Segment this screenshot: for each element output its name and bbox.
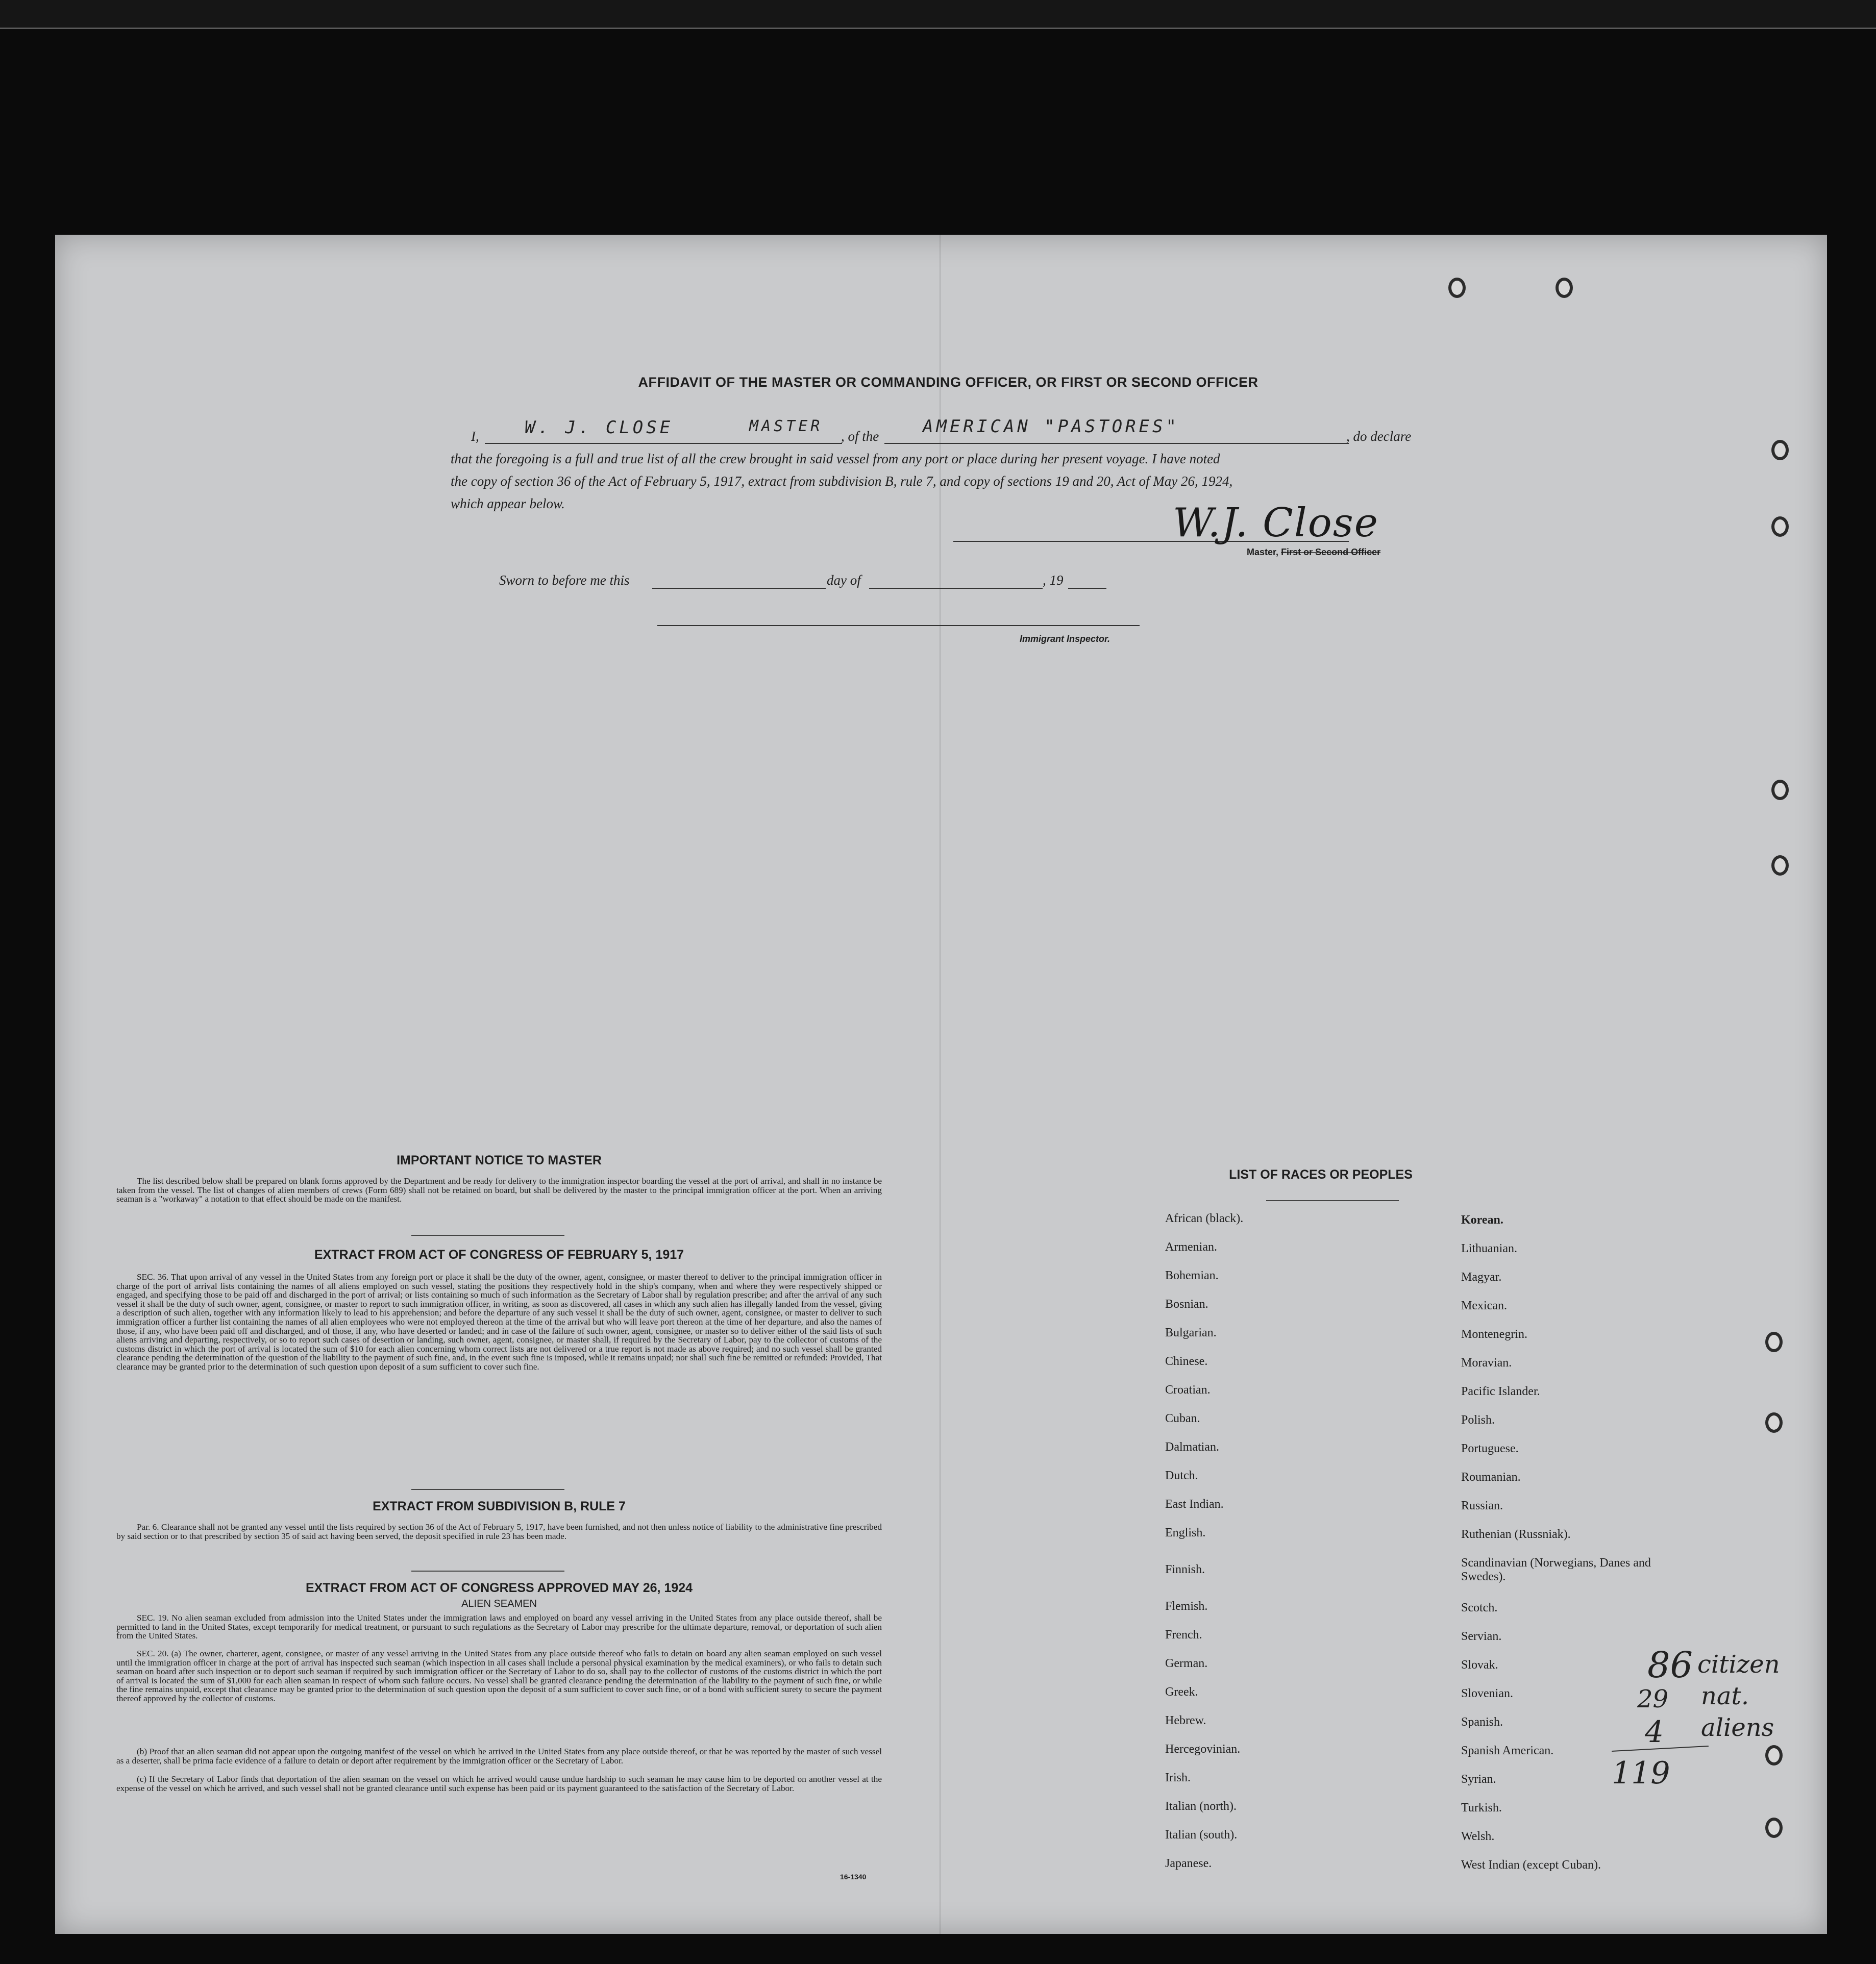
race-col1-item: Dalmatian.: [1165, 1440, 1219, 1454]
notice-body: The list described below shall be prepared on blank forms approved by the Department and be ready for delivery to the immigration inspector boarding the vessel at the port of arrival, and shall in no instance be taken from the vessel. The list of changes of alien members of crews (Form 689) shall not be retained on board, but shall be delivered by the master to the principal immigration officer at the port. When an arriving seaman is a "workaway" a notation to that effect should be made on the manifest.: [116, 1176, 882, 1204]
punch-hole: [1771, 855, 1789, 876]
sworn-year-line: [1068, 588, 1106, 589]
punch-hole: [1765, 1332, 1783, 1352]
viewer-top-divider: [0, 28, 1876, 29]
notice-title: IMPORTANT NOTICE TO MASTER: [397, 1153, 602, 1167]
punch-hole: [1765, 1745, 1783, 1766]
race-col2-item: Slovenian.: [1461, 1687, 1513, 1700]
races-title: LIST OF RACES OR PEOPLES: [1229, 1167, 1413, 1182]
master-signature: W.J. Close: [1173, 500, 1379, 546]
race-col1-item: Italian (north).: [1165, 1800, 1237, 1813]
race-col1-item: East Indian.: [1165, 1498, 1224, 1511]
race-col2-item: Spanish.: [1461, 1716, 1503, 1729]
race-col2-item: Slovak.: [1461, 1658, 1498, 1672]
affidavit-line-3: the copy of section 36 of the Act of February 5, 1917, extract from subdivision B, rule 7, and copy of sections 19 and 20, Act of May 26, 1924,: [451, 474, 1233, 489]
sworn-text-c: , 19: [1043, 573, 1064, 588]
rule-7-title: EXTRACT FROM SUBDIVISION B, RULE 7: [373, 1499, 626, 1513]
race-col1-item: Bulgarian.: [1165, 1326, 1217, 1339]
race-col2-item: Scotch.: [1461, 1601, 1498, 1614]
punch-hole: [1771, 516, 1789, 537]
race-col2-item: Servian.: [1461, 1630, 1502, 1643]
section-divider: [411, 1489, 564, 1490]
race-col2-item: Scandinavian (Norwegians, Danes and Swedes).: [1461, 1556, 1651, 1583]
race-col1-item: Italian (south).: [1165, 1828, 1238, 1842]
punch-hole: [1765, 1412, 1783, 1433]
race-col1-item: Bosnian.: [1165, 1298, 1208, 1311]
sworn-text-a: Sworn to before me this: [499, 573, 630, 588]
race-col1-item: Cuban.: [1165, 1412, 1200, 1425]
tally-citizen-label: citizen: [1697, 1650, 1780, 1679]
extract-1917-title: EXTRACT FROM ACT OF CONGRESS OF FEBRUARY 5, 1917: [314, 1248, 684, 1262]
tally-aliens-count: 4: [1645, 1714, 1664, 1749]
race-col2-item: Montenegrin.: [1461, 1328, 1527, 1341]
section-divider: [411, 1235, 564, 1236]
extract-1924-title: EXTRACT FROM ACT OF CONGRESS APPROVED MAY 26, 1924: [305, 1581, 693, 1595]
race-col2-item: Mexican.: [1461, 1299, 1507, 1312]
extract-1924-sec20b: (b) Proof that an alien seaman did not appear upon the outgoing manifest of the vessel on which he arrived in the United States from any place outside thereof, or that he was reported by the master of such vessel as a deserter, shall be prima facie evidence of a failure to detain or deport after requirement by the immigration officer or the Secretary of Labor.: [116, 1747, 882, 1766]
race-col1-item: Armenian.: [1165, 1240, 1217, 1254]
race-col1-item: African (black).: [1165, 1212, 1244, 1225]
handwritten-master-name: W. J. CLOSE: [525, 417, 674, 438]
race-col2-item: Spanish American.: [1461, 1744, 1554, 1757]
race-col2-item: Magyar.: [1461, 1271, 1502, 1284]
tally-naturalized-count: 29: [1637, 1685, 1669, 1713]
race-col2-item: Moravian.: [1461, 1356, 1512, 1370]
tally-aliens-label: aliens: [1701, 1713, 1774, 1742]
races-title-divider: [1266, 1200, 1399, 1201]
extract-1924-subtitle: ALIEN SEAMEN: [461, 1598, 537, 1609]
affidavit-line-4: which appear below.: [451, 496, 565, 511]
extract-1924-sec20c: (c) If the Secretary of Labor finds that deportation of the alien seaman on the vessel on which he arrived would cause undue hardship to such seaman he may cause him to be deported on another vessel at the expense of the vessel on which he arrived, and such vessel shall not be granted clearance until such expense has been paid or its payment guaranteed to the satisfaction of the Secretary of Labor.: [116, 1774, 882, 1793]
affidavit-prefix: I,: [471, 429, 479, 444]
race-col1-item: Chinese.: [1165, 1355, 1208, 1368]
race-col2-item: Pacific Islander.: [1461, 1385, 1540, 1398]
race-col1-item: Irish.: [1165, 1771, 1191, 1784]
inspector-caption: Immigrant Inspector.: [1020, 634, 1110, 644]
race-col1-item: German.: [1165, 1657, 1208, 1670]
signer-caption-struck: First or Second Officer: [1281, 547, 1381, 557]
extract-1924-sec19: SEC. 19. No alien seaman excluded from admission into the United States under the immigration laws and employed on board any vessel arriving in the United States from any place outside thereof, shall be permitted to land in the United States, except temporarily for medical treatment, or pursuant to such regulations as the Secretary of Labor may prescribe for the ultimate departure, removal, or deportation of such alien from the United States.: [116, 1613, 882, 1641]
punch-hole: [1771, 440, 1789, 460]
handwritten-vessel-name: AMERICAN "PASTORES": [923, 416, 1179, 437]
race-col1-item: Flemish.: [1165, 1600, 1208, 1613]
tally-total: 119: [1612, 1755, 1670, 1791]
extract-1924-sec20a: SEC. 20. (a) The owner, charterer, agent, consignee, or master of any vessel arriving in the United States from any place outside thereof who fails to detain on board any alien seaman employed on such vessel until the immigration officer in charge at the port of arrival has inspected such seaman (which inspection in all cases shall include a personal physical examination by the medical examiners), or who fails to detain such seaman on board after such inspection or to deport such seaman if required by such immigration officer or the Secretary of Labor to do so, shall pay to the collector of customs of the customs district in which the port of arrival is located the sum of $1,000 for each alien seaman in respect of whom such failure occurs. No vessel shall be granted clearance pending the determination of the liability to the payment of such fine, or while the fine remains unpaid, except that clearance may be granted prior to the determination of such question upon the deposit of a sum sufficient to cover such fine, or of a bond with sufficient surety to secure the payment thereof approved by the collector of customs.: [116, 1649, 882, 1703]
vessel-underline: [884, 443, 1349, 444]
race-col1-item: Croatian.: [1165, 1383, 1211, 1397]
race-col2-item: Portuguese.: [1461, 1442, 1519, 1455]
do-declare-text: , do declare: [1346, 429, 1412, 444]
race-col1-item: English.: [1165, 1526, 1206, 1539]
race-col1-item: French.: [1165, 1628, 1202, 1642]
sworn-day-line: [652, 588, 826, 589]
name-underline: [485, 443, 842, 444]
race-col2-item: Russian.: [1461, 1499, 1503, 1512]
race-col2-item: Ruthenian (Russniak).: [1461, 1528, 1571, 1541]
punch-hole: [1448, 278, 1466, 298]
race-col2-item: Welsh.: [1461, 1830, 1495, 1843]
form-number: 16-1340: [840, 1873, 867, 1881]
handwritten-rank: MASTER: [749, 417, 823, 435]
signer-caption: [1247, 547, 1380, 558]
race-col1-item: Japanese.: [1165, 1857, 1212, 1870]
inspector-line: [657, 625, 1140, 626]
race-col2-item: Lithuanian.: [1461, 1242, 1517, 1255]
race-col2-item: West Indian (except Cuban).: [1461, 1858, 1601, 1872]
sworn-text-b: day of: [827, 573, 861, 588]
section-divider: [411, 1571, 564, 1572]
tally-naturalized-label: nat.: [1701, 1682, 1749, 1710]
signer-caption-master: Master,: [1247, 547, 1279, 557]
race-col2-item: Turkish.: [1461, 1801, 1502, 1814]
viewer-top-bar: [0, 0, 1876, 29]
race-col1-item: Bohemian.: [1165, 1269, 1219, 1282]
race-col1-item: Hercegovinian.: [1165, 1743, 1241, 1756]
of-the-text: , of the: [841, 429, 879, 444]
affidavit-line-2: that the foregoing is a full and true list of all the crew brought in said vessel from any port or place during her present voyage. I have noted: [451, 451, 1220, 466]
rule-7-body: Par. 6. Clearance shall not be granted any vessel until the lists required by section 36 of the Act of February 5, 1917, have been furnished, and not then unless notice of liability to the administrative fine prescribed by said section or to that prescribed by section 35 of said act having been served, the deposit specified in rule 23 has been made.: [116, 1522, 882, 1541]
race-col2-item: Polish.: [1461, 1413, 1495, 1427]
document-sheet: [55, 235, 1827, 1934]
punch-hole: [1556, 278, 1573, 298]
race-col1-item: Dutch.: [1165, 1469, 1198, 1482]
fold-crease: [940, 235, 941, 1934]
race-col1-item: Hebrew.: [1165, 1714, 1206, 1727]
race-col1-item: Greek.: [1165, 1685, 1198, 1699]
affidavit-title: AFFIDAVIT OF THE MASTER OR COMMANDING OFFICER, OR FIRST OR SECOND OFFICER: [638, 375, 1258, 390]
punch-hole: [1765, 1818, 1783, 1838]
sworn-month-line: [869, 588, 1043, 589]
tally-citizen-count: 86: [1647, 1644, 1693, 1686]
punch-hole: [1771, 780, 1789, 800]
race-col1-item: Finnish.: [1165, 1563, 1205, 1576]
race-col2-item: Roumanian.: [1461, 1471, 1521, 1484]
extract-1917-body: SEC. 36. That upon arrival of any vessel in the United States from any foreign port or place it shall be the duty of the owner, agent, consignee, or master thereof to deliver to the principal immigration officer in charge of the port of arrival lists containing the names of all aliens employed on such vessel, stating the positions they respectively hold in the ship's company, when and where they were respectively shipped or engaged, and specifying those to be paid off and discharged in the port of arrival; or lists containing so much of such information as the Secretary of Labor shall by regulation prescribe; and after the arrival of any such vessel it shall be the duty of such owner, agent, consignee, or master to report to such immigration officer, in writing, as soon as discovered, all cases in which any such alien has illegally landed from the vessel, giving a description of such alien, together with any information likely to lead to his apprehension; and before the departure of any such vessel it shall be the duty of such owner, agent, consignee, or master to deliver to such immigration officer a further list containing the names of all alien employees who were not employed thereon at the time of the arrival but who will leave port thereon at the time of her departure, and also the names of those, if any, who have been paid off and discharged, and of those, if any, who have deserted or landed; and in case of the failure of such owner, agent, consignee, or master so to deliver either of the said lists of such aliens arriving and departing, respectively, or so to report such cases of desertion or landing, such owner, agent, consignee, or master shall, if required by the Secretary of Labor, pay to the collector of customs of the customs district in which the port of arrival is located the sum of $10 for each alien concerning whom correct lists are not delivered or a true report is not made as above required; and no such vessel shall be granted clearance pending the determination of the question of the liability to the payment of such fine, and, in the event such fine is imposed, while it remains unpaid; nor shall such fine be remitted or refunded: Provided, That clearance may be granted prior to the determination of such question upon deposit of a sum sufficient to cover such fine.: [116, 1272, 882, 1372]
race-col2-item: Syrian.: [1461, 1773, 1496, 1786]
race-col2-item: Korean.: [1461, 1213, 1503, 1227]
